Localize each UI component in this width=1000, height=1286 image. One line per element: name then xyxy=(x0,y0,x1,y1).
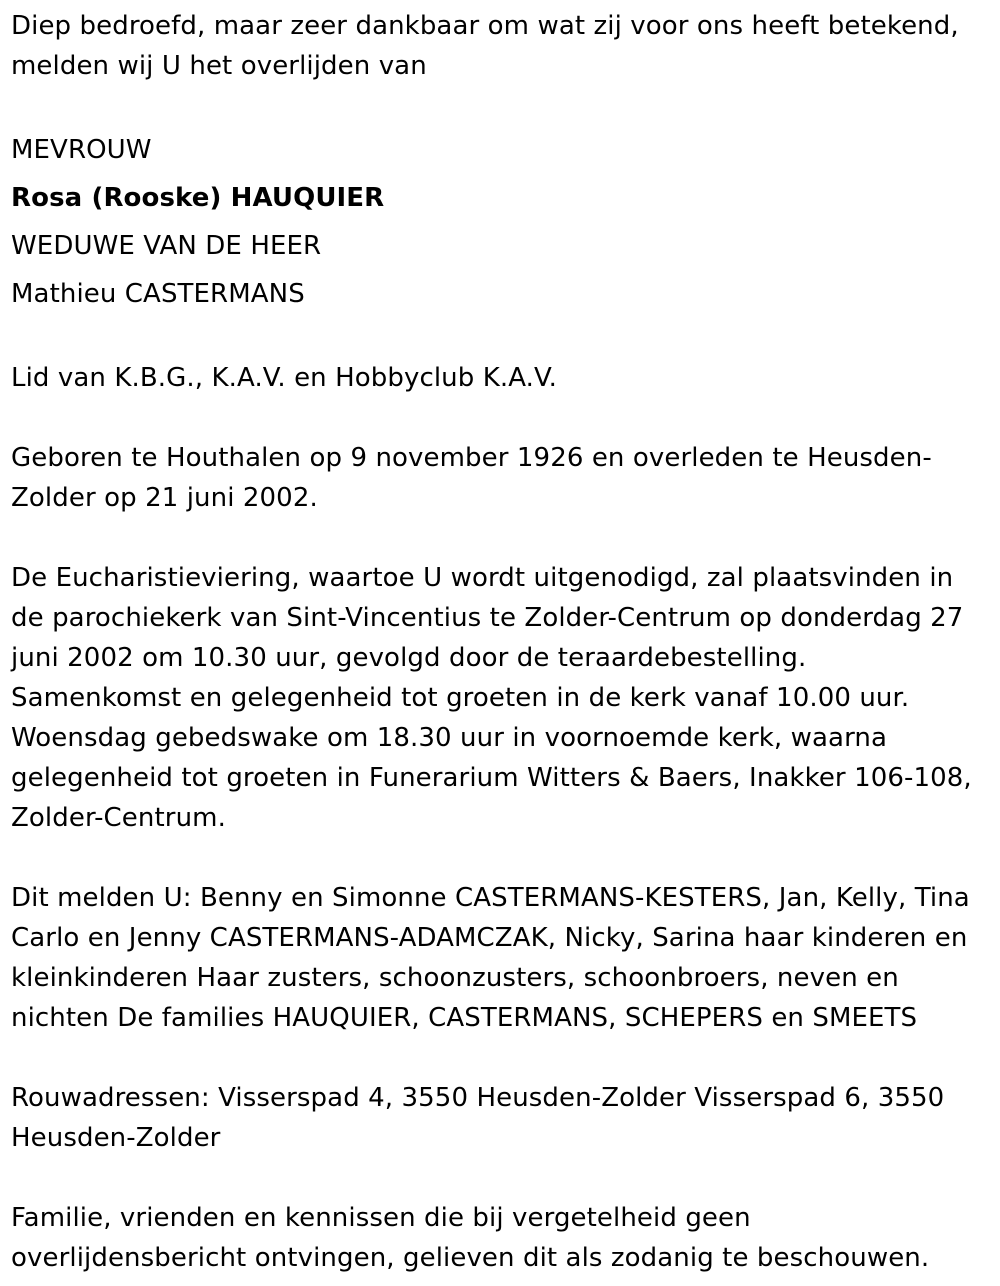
address-line: Rouwadressen: Visserspad 4, 3550 Heusden-Zolder Visserspad 6, 3550 xyxy=(11,1083,945,1113)
birth-death-paragraph xyxy=(11,438,991,518)
ceremony-line: Samenkomst en gelegenheid tot groeten in de kerk vanaf 10.00 uur. xyxy=(11,683,910,713)
intro-line: Diep bedroefd, maar zeer dankbaar om wat zij voor ons heeft betekend, xyxy=(11,11,959,41)
deceased-title: MEVROUW xyxy=(11,135,152,165)
deceased-relation: WEDUWE VAN DE HEER xyxy=(11,231,322,261)
closing-line: Familie, vrienden en kennissen die bij vergetelheid geen xyxy=(11,1203,751,1233)
spacer xyxy=(11,1158,991,1198)
ceremony-line: Woensdag gebedswake om 18.30 uur in voornoemde kerk, waarna xyxy=(11,723,888,753)
address-line: Heusden-Zolder xyxy=(11,1123,221,1153)
ceremony-line: gelegenheid tot groeten in Funerarium Witters & Baers, Inakker 106-108, xyxy=(11,763,972,793)
closing-line: overlijdensbericht ontvingen, gelieven dit als zodanig te beschouwen. xyxy=(11,1243,930,1273)
addresses-paragraph xyxy=(11,1078,991,1158)
family-paragraph xyxy=(11,878,991,1038)
ceremony-line: Zolder-Centrum. xyxy=(11,803,226,833)
birth-death-line: Geboren te Houthalen op 9 november 1926 en overleden te Heusden- xyxy=(11,443,932,473)
spacer xyxy=(11,518,991,558)
spacer xyxy=(11,318,991,358)
deceased-block xyxy=(11,126,991,318)
spacer xyxy=(11,86,991,126)
intro-line: melden wij U het overlijden van xyxy=(11,51,427,81)
ceremony-line: de parochiekerk van Sint-Vincentius te Zolder-Centrum op donderdag 27 xyxy=(11,603,964,633)
ceremony-paragraph xyxy=(11,558,991,838)
ceremony-line: De Eucharistieviering, waartoe U wordt uitgenodigd, zal plaatsvinden in xyxy=(11,563,954,593)
spacer xyxy=(11,1038,991,1078)
family-line: nichten De families HAUQUIER, CASTERMANS, SCHEPERS en SMEETS xyxy=(11,1003,918,1033)
family-line: Dit melden U: Benny en Simonne CASTERMANS-KESTERS, Jan, Kelly, Tina xyxy=(11,883,970,913)
intro-paragraph xyxy=(11,6,991,86)
ceremony-line: juni 2002 om 10.30 uur, gevolgd door de teraardebestelling. xyxy=(11,643,807,673)
family-line: Carlo en Jenny CASTERMANS-ADAMCZAK, Nicky, Sarina haar kinderen en xyxy=(11,923,968,953)
membership-line: Lid van K.B.G., K.A.V. en Hobbyclub K.A.V. xyxy=(11,363,557,393)
family-line: kleinkinderen Haar zusters, schoonzusters, schoonbroers, neven en xyxy=(11,963,899,993)
obituary-document xyxy=(11,6,991,1278)
birth-death-line: Zolder op 21 juni 2002. xyxy=(11,483,318,513)
deceased-name: Rosa (Rooske) HAUQUIER xyxy=(11,183,385,213)
spouse-name: Mathieu CASTERMANS xyxy=(11,279,305,309)
spacer xyxy=(11,838,991,878)
closing-paragraph xyxy=(11,1198,991,1278)
spacer xyxy=(11,398,991,438)
